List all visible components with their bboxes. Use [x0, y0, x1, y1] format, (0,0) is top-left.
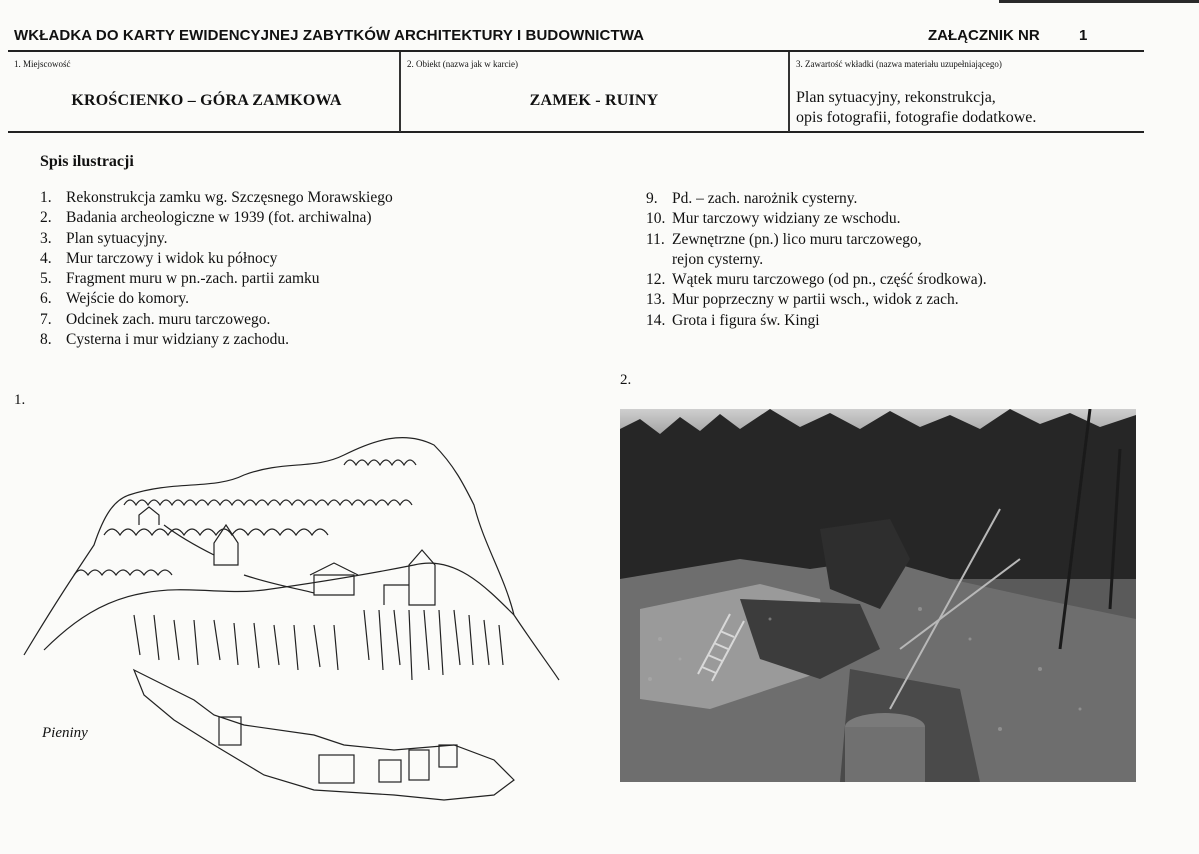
- illustration-item: [40, 269, 393, 289]
- illustration-text: Mur poprzeczny w partii wsch., widok z zach.: [672, 291, 959, 309]
- form-title: WKŁADKA DO KARTY EWIDENCYJNEJ ZABYTKÓW ARCHITEKTURY I BUDOWNICTWA: [14, 27, 645, 44]
- illustration-item: [646, 311, 987, 331]
- illustration-item: [40, 330, 393, 350]
- illustration-item: [40, 208, 393, 228]
- illustration-text: Zewnętrzne (pn.) lico muru tarczowego,: [672, 230, 922, 248]
- illustration-number: 10.: [646, 210, 666, 228]
- contents-line-2: opis fotografii, fotografie dodatkowe.: [796, 109, 1037, 126]
- illustration-text: Plan sytuacyjny.: [66, 229, 168, 247]
- annex-number: 1: [1079, 27, 1088, 44]
- illustration-text: Wejście do komory.: [66, 290, 190, 308]
- illustration-item: [40, 310, 393, 330]
- illustration-text: Grota i figura św. Kingi: [672, 311, 820, 329]
- illustration-text: Fragment muru w pn.-zach. partii zamku: [66, 270, 320, 288]
- illustration-text: Rekonstrukcja zamku wg. Szczęsnego Morawskiego: [66, 189, 393, 206]
- illustrations-title: Spis ilustracji: [40, 153, 134, 170]
- header-top-rule: [8, 50, 1144, 52]
- illustration-item: [646, 230, 987, 271]
- illustration-item: [40, 249, 393, 269]
- illustration-item: [646, 290, 987, 310]
- illustration-number: 1.: [40, 189, 52, 206]
- illustration-text: Mur tarczowy widziany ze wschodu.: [672, 210, 901, 228]
- figure-1-label: 1.: [14, 392, 26, 408]
- illustration-number: 2.: [40, 209, 52, 227]
- object-value: ZAMEK - RUINY: [529, 92, 659, 109]
- illustration-number: 8.: [40, 331, 52, 349]
- illustration-number: 13.: [646, 291, 666, 309]
- locality-label: 1. Miejscowość: [14, 59, 71, 69]
- illustration-number: 5.: [40, 270, 52, 288]
- contents-label: 3. Zawartość wkładki (nazwa materiału uzupełniającego): [796, 59, 1002, 69]
- illustration-text: Pd. – zach. narożnik cysterny.: [672, 190, 858, 207]
- illustrations-list-right: [646, 189, 987, 331]
- illustration-item: [40, 188, 393, 208]
- locality-value: KROŚCIENKO – GÓRA ZAMKOWA: [71, 92, 342, 109]
- object-label: 2. Obiekt (nazwa jak w karcie): [407, 59, 518, 69]
- illustration-number: 14.: [646, 311, 666, 329]
- contents-line-1: Plan sytuacyjny, rekonstrukcja,: [796, 89, 996, 106]
- figure-2-label: 2.: [620, 372, 632, 388]
- annex-label: ZAŁĄCZNIK NR: [928, 27, 1040, 44]
- archival-excavation-photo: [620, 409, 1136, 782]
- illustration-item: [646, 189, 987, 209]
- illustration-text: Mur tarczowy i widok ku północy: [66, 249, 278, 267]
- illustration-number: 11.: [646, 230, 665, 248]
- illustration-text: Odcinek zach. muru tarczowego.: [66, 310, 271, 328]
- illustration-text: Badania archeologiczne w 1939 (fot. archiwalna): [66, 209, 372, 227]
- illustration-number: 3.: [40, 229, 52, 247]
- illustration-text: Wątek muru tarczowego (od pn., część środkowa).: [672, 271, 987, 289]
- illustration-number: 12.: [646, 271, 666, 289]
- illustrations-list-left: [40, 188, 393, 350]
- field-divider-2: [788, 52, 790, 132]
- header-bottom-rule: [8, 131, 1144, 133]
- illustration-text: Cysterna i mur widziany z zachodu.: [66, 331, 289, 349]
- illustration-number: 6.: [40, 290, 52, 308]
- castle-reconstruction-drawing: [14, 425, 574, 815]
- illustration-item: [646, 270, 987, 290]
- illustration-number: 7.: [40, 310, 52, 328]
- illustration-number: 9.: [646, 190, 658, 207]
- illustration-item: [40, 229, 393, 249]
- scan-edge-mark: [999, 0, 1199, 3]
- drawing-caption: Pieniny: [42, 725, 88, 741]
- illustration-number: 4.: [40, 249, 52, 267]
- illustration-text-continued: rejon cysterny.: [672, 250, 764, 268]
- illustration-item: [646, 209, 987, 229]
- illustration-item: [40, 289, 393, 309]
